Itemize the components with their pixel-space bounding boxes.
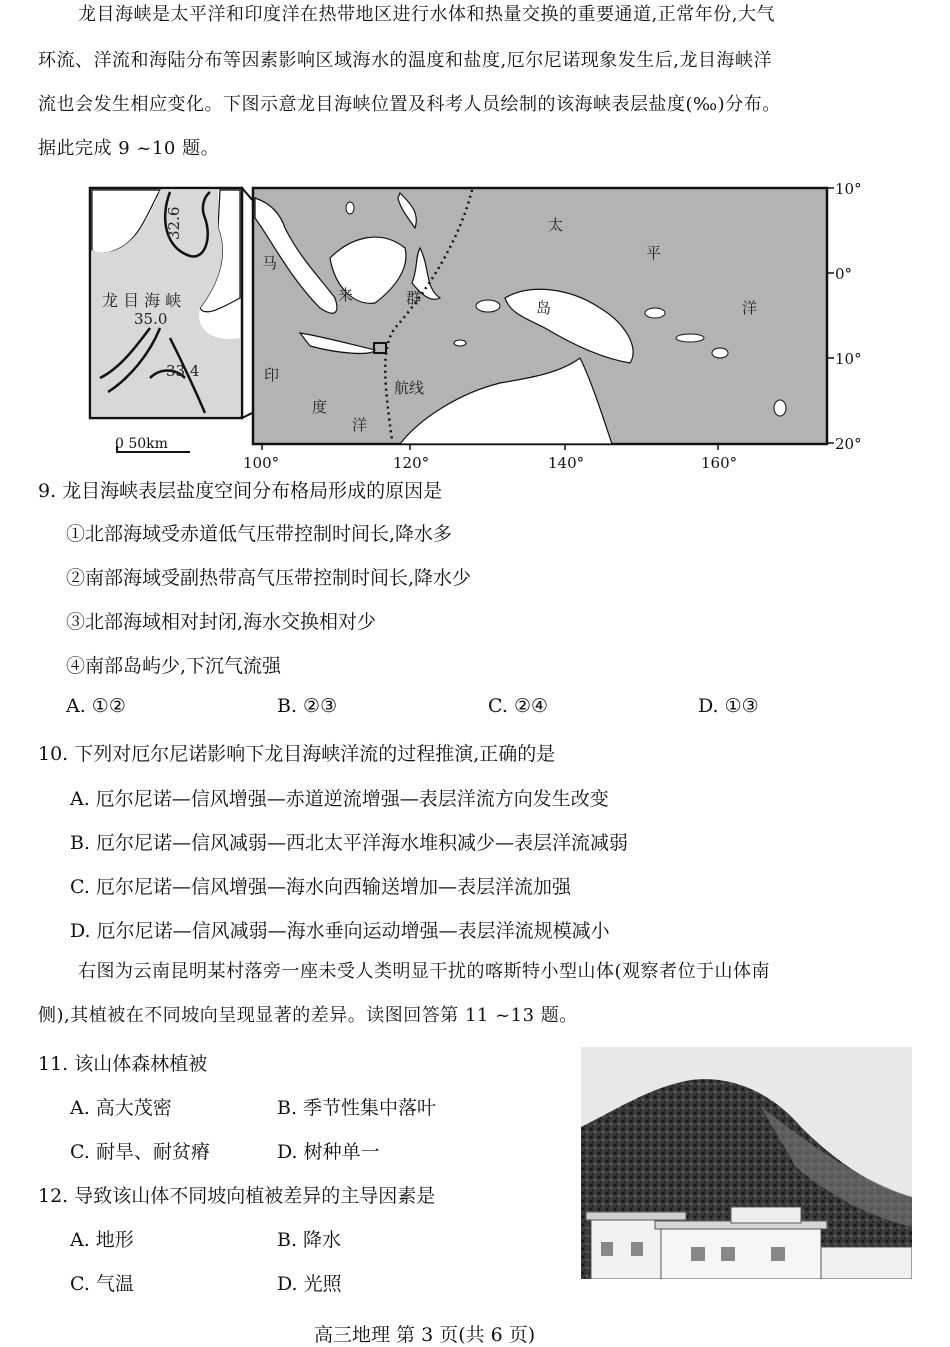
lon-tick-160: 160°	[701, 454, 738, 472]
lat-ticks	[827, 180, 862, 453]
q9-option-b[interactable]: B. ②③	[277, 695, 338, 717]
iso-label-35-0: 35.0	[134, 310, 168, 328]
q9-option-d[interactable]: D. ①③	[698, 695, 759, 717]
q9-item-4: ④南部岛屿少,下沉气流强	[66, 655, 282, 677]
q9-option-c[interactable]: C. ②④	[488, 695, 549, 717]
intro-line-4: 据此完成 9 ~10 题。	[38, 138, 220, 159]
lat-tick-10s: 10°	[835, 350, 862, 368]
q9-item-3: ③北部海域相对封闭,海水交换相对少	[66, 611, 377, 633]
lon-tick-120: 120°	[393, 454, 430, 472]
q12-option-b[interactable]: B. 降水	[277, 1229, 342, 1251]
scale-bar	[115, 436, 190, 453]
q9-stem: 9. 龙目海峡表层盐度空间分布格局形成的原因是	[38, 480, 443, 502]
karst-mountain-photo	[581, 1047, 912, 1279]
label-lai: 来	[338, 286, 354, 304]
q11-stem: 11. 该山体森林植被	[38, 1053, 208, 1075]
label-tai: 太	[548, 216, 564, 234]
inset-map	[90, 188, 242, 418]
intro-line-2: 环流、洋流和海陆分布等因素影响区域海水的温度和盐度,厄尔尼诺现象发生后,龙目海峡洋	[38, 50, 772, 71]
lon-ticks	[243, 444, 737, 472]
q9-item-1: ①北部海域受赤道低气压带控制时间长,降水多	[66, 523, 453, 545]
lon-tick-100: 100°	[243, 454, 280, 472]
iso-label-32-6: 32.6	[165, 206, 183, 240]
q12-stem: 12. 导致该山体不同坡向植被差异的主导因素是	[38, 1185, 436, 1207]
q10-option-d[interactable]: D. 厄尔尼诺—信风减弱—海水垂向运动增强—表层洋流规模减小	[70, 920, 610, 942]
label-yin: 印	[264, 366, 280, 384]
label-dao: 岛	[536, 299, 552, 317]
q11-option-d[interactable]: D. 树种单一	[277, 1141, 380, 1163]
lat-tick-20s: 20°	[835, 435, 862, 453]
q10-option-c[interactable]: C. 厄尔尼诺—信风增强—海水向西输送增加—表层洋流加强	[70, 876, 571, 898]
label-yang-pacific: 洋	[742, 299, 758, 317]
lon-tick-140: 140°	[548, 454, 585, 472]
lat-tick-0: 0°	[835, 265, 853, 283]
q12-option-d[interactable]: D. 光照	[277, 1273, 342, 1295]
intro-line-3: 流也会发生相应变化。下图示意龙目海峡位置及科考人员绘制的该海峡表层盐度(‰)分布。	[38, 94, 781, 115]
strait-map-figure	[0, 178, 950, 478]
q9-option-a[interactable]: A. ①②	[66, 695, 126, 717]
label-yang-indian: 洋	[352, 416, 368, 434]
q10-option-b[interactable]: B. 厄尔尼诺—信风减弱—西北太平洋海水堆积减少—表层洋流减弱	[70, 832, 629, 854]
inset-strait-label: 龙 目 海 峡	[102, 291, 182, 310]
lat-tick-10n: 10°	[835, 180, 862, 198]
q11-option-b[interactable]: B. 季节性集中落叶	[277, 1097, 437, 1119]
q12-option-a[interactable]: A. 地形	[70, 1229, 134, 1251]
q11-option-c[interactable]: C. 耐旱、耐贫瘠	[70, 1141, 210, 1163]
scale-label: 0 50km	[115, 436, 168, 452]
label-ma: 马	[262, 254, 278, 272]
label-ping: 平	[646, 244, 662, 262]
q11-option-a[interactable]: A. 高大茂密	[70, 1097, 172, 1119]
label-route: 航线	[394, 379, 425, 397]
intro2-line-1: 右图为云南昆明某村落旁一座未受人类明显干扰的喀斯特小型山体(观察者位于山体南	[78, 961, 771, 982]
label-du: 度	[312, 398, 328, 416]
iso-label-33-4: 33.4	[166, 362, 200, 380]
page-footer: 高三地理 第 3 页(共 6 页)	[314, 1324, 536, 1346]
q9-item-2: ②南部海域受副热带高气压带控制时间长,降水少	[66, 567, 472, 589]
q10-stem: 10. 下列对厄尔尼诺影响下龙目海峡洋流的过程推演,正确的是	[38, 743, 556, 765]
intro-line-1: 龙目海峡是太平洋和印度洋在热带地区进行水体和热量交换的重要通道,正常年份,大气	[78, 4, 775, 25]
main-map	[253, 188, 827, 444]
label-qun: 群	[406, 289, 422, 307]
q10-option-a[interactable]: A. 厄尔尼诺—信风增强—赤道逆流增强—表层洋流方向发生改变	[70, 788, 609, 810]
q12-option-c[interactable]: C. 气温	[70, 1273, 134, 1295]
intro2-line-2: 侧),其植被在不同坡向呈现显著的差异。读图回答第 11 ~13 题。	[38, 1005, 578, 1026]
